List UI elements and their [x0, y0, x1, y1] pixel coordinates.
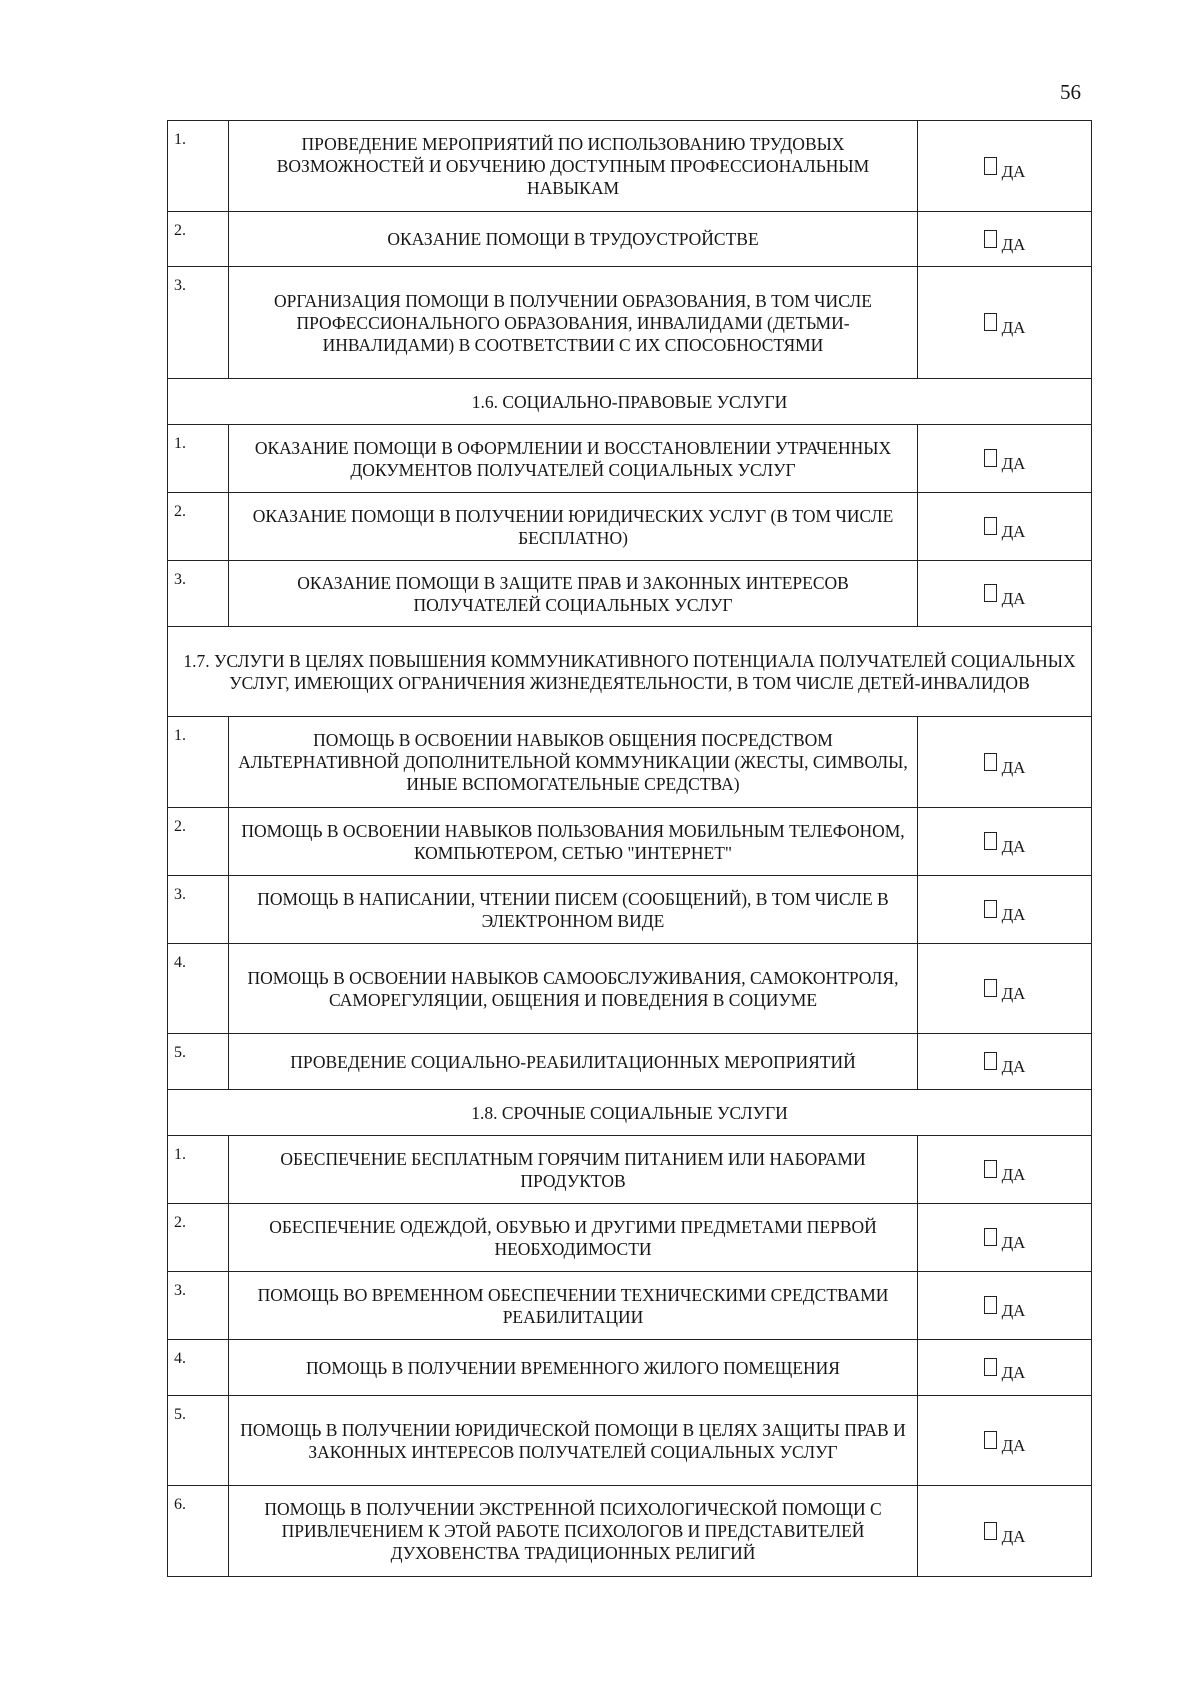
yes-checkbox-option[interactable]	[984, 157, 1026, 181]
answer-cell	[918, 493, 1092, 561]
service-description: ПОМОЩЬ В НАПИСАНИИ, ЧТЕНИИ ПИСЕМ (СООБЩЕНИЙ), В ТОМ ЧИСЛЕ В ЭЛЕКТРОННОМ ВИДЕ	[229, 876, 918, 944]
yes-checkbox[interactable]	[984, 449, 997, 467]
yes-checkbox[interactable]	[984, 1052, 997, 1070]
row-number: 2.	[168, 493, 229, 561]
yes-checkbox[interactable]	[984, 1228, 997, 1246]
yes-checkbox[interactable]	[984, 832, 997, 850]
section-header-row	[168, 1090, 1092, 1136]
service-description: ОКАЗАНИЕ ПОМОЩИ В ТРУДОУСТРОЙСТВЕ	[229, 212, 918, 267]
answer-cell	[918, 944, 1092, 1034]
service-description: ПОМОЩЬ В ПОЛУЧЕНИИ ВРЕМЕННОГО ЖИЛОГО ПОМЕЩЕНИЯ	[229, 1340, 918, 1396]
table-row	[168, 1396, 1092, 1486]
row-number: 1.	[168, 1136, 229, 1204]
yes-checkbox[interactable]	[984, 753, 997, 771]
service-description: ОКАЗАНИЕ ПОМОЩИ В ОФОРМЛЕНИИ И ВОССТАНОВЛЕНИИ УТРАЧЕННЫХ ДОКУМЕНТОВ ПОЛУЧАТЕЛЕЙ СОЦИАЛЬНЫХ УСЛУГ	[229, 425, 918, 493]
yes-checkbox-option[interactable]	[984, 449, 1026, 473]
service-description: ОБЕСПЕЧЕНИЕ БЕСПЛАТНЫМ ГОРЯЧИМ ПИТАНИЕМ ИЛИ НАБОРАМИ ПРОДУКТОВ	[229, 1136, 918, 1204]
answer-cell	[918, 267, 1092, 379]
yes-checkbox[interactable]	[984, 1160, 997, 1178]
row-number: 4.	[168, 944, 229, 1034]
table-row	[168, 121, 1092, 212]
yes-checkbox-option[interactable]	[984, 900, 1026, 924]
yes-checkbox-label: ДА	[1001, 1233, 1026, 1252]
table-row	[168, 561, 1092, 627]
yes-checkbox-label: ДА	[1001, 161, 1026, 181]
yes-checkbox-option[interactable]	[984, 979, 1026, 1003]
section-header-row	[168, 379, 1092, 425]
yes-checkbox-option[interactable]	[984, 753, 1026, 777]
row-number: 2.	[168, 1204, 229, 1272]
yes-checkbox[interactable]	[984, 979, 997, 997]
yes-checkbox-label: ДА	[1001, 837, 1026, 856]
row-number: 5.	[168, 1396, 229, 1486]
yes-checkbox-option[interactable]	[984, 1358, 1026, 1382]
service-description: ПОМОЩЬ В ОСВОЕНИИ НАВЫКОВ САМООБСЛУЖИВАНИЯ, САМОКОНТРОЛЯ, САМОРЕГУЛЯЦИИ, ОБЩЕНИЯ И ПОВЕДЕНИЯ В СОЦИУМЕ	[229, 944, 918, 1034]
services-table	[167, 120, 1092, 1577]
yes-checkbox[interactable]	[984, 1431, 997, 1449]
yes-checkbox-label: ДА	[1001, 589, 1026, 608]
section-title: 1.6. СОЦИАЛЬНО-ПРАВОВЫЕ УСЛУГИ	[168, 379, 1092, 425]
answer-cell	[918, 1204, 1092, 1272]
service-description: ОКАЗАНИЕ ПОМОЩИ В ПОЛУЧЕНИИ ЮРИДИЧЕСКИХ УСЛУГ (В ТОМ ЧИСЛЕ БЕСПЛАТНО)	[229, 493, 918, 561]
yes-checkbox-option[interactable]	[984, 832, 1026, 856]
yes-checkbox-label: ДА	[1001, 454, 1026, 473]
yes-checkbox[interactable]	[984, 313, 997, 331]
answer-cell	[918, 808, 1092, 876]
row-number: 6.	[168, 1486, 229, 1577]
row-number: 2.	[168, 212, 229, 267]
yes-checkbox-option[interactable]	[984, 1431, 1026, 1455]
page-number: 56	[1060, 80, 1081, 104]
table-row	[168, 212, 1092, 267]
yes-checkbox[interactable]	[984, 584, 997, 602]
answer-cell	[918, 121, 1092, 212]
yes-checkbox-label: ДА	[1001, 234, 1026, 254]
row-number: 3.	[168, 876, 229, 944]
answer-cell	[918, 1340, 1092, 1396]
answer-cell	[918, 561, 1092, 627]
yes-checkbox-option[interactable]	[984, 1296, 1026, 1320]
yes-checkbox-option[interactable]	[984, 1522, 1026, 1546]
section-header-row	[168, 627, 1092, 717]
answer-cell	[918, 1396, 1092, 1486]
row-number: 2.	[168, 808, 229, 876]
yes-checkbox-label: ДА	[1001, 1526, 1026, 1546]
row-number: 5.	[168, 1034, 229, 1090]
service-description: ПРОВЕДЕНИЕ МЕРОПРИЯТИЙ ПО ИСПОЛЬЗОВАНИЮ ТРУДОВЫХ ВОЗМОЖНОСТЕЙ И ОБУЧЕНИЮ ДОСТУПНЫМ ПРОФЕССИОНАЛЬНЫМ НАВЫКАМ	[229, 121, 918, 212]
yes-checkbox-label: ДА	[1001, 1057, 1026, 1076]
table-row	[168, 1034, 1092, 1090]
row-number: 4.	[168, 1340, 229, 1396]
yes-checkbox-label: ДА	[1001, 1363, 1026, 1382]
yes-checkbox-label: ДА	[1001, 984, 1026, 1003]
row-number: 3.	[168, 267, 229, 379]
yes-checkbox[interactable]	[984, 1522, 997, 1540]
yes-checkbox[interactable]	[984, 157, 997, 175]
yes-checkbox-option[interactable]	[984, 230, 1026, 254]
table-row	[168, 1136, 1092, 1204]
answer-cell	[918, 876, 1092, 944]
answer-cell	[918, 212, 1092, 267]
yes-checkbox[interactable]	[984, 1358, 997, 1376]
service-description: ПОМОЩЬ В ПОЛУЧЕНИИ ЭКСТРЕННОЙ ПСИХОЛОГИЧЕСКОЙ ПОМОЩИ С ПРИВЛЕЧЕНИЕМ К ЭТОЙ РАБОТЕ ПСИХОЛОГОВ И ПРЕДСТАВИТЕЛЕЙ ДУХОВЕНСТВА ТРАДИЦИОННЫХ РЕЛИГИЙ	[229, 1486, 918, 1577]
yes-checkbox-option[interactable]	[984, 1160, 1026, 1184]
yes-checkbox-label: ДА	[1001, 1301, 1026, 1320]
answer-cell	[918, 1034, 1092, 1090]
service-description: ПОМОЩЬ В ПОЛУЧЕНИИ ЮРИДИЧЕСКОЙ ПОМОЩИ В ЦЕЛЯХ ЗАЩИТЫ ПРАВ И ЗАКОННЫХ ИНТЕРЕСОВ ПОЛУЧАТЕЛЕЙ СОЦИАЛЬНЫХ УСЛУГ	[229, 1396, 918, 1486]
yes-checkbox[interactable]	[984, 900, 997, 918]
section-title: 1.8. СРОЧНЫЕ СОЦИАЛЬНЫЕ УСЛУГИ	[168, 1090, 1092, 1136]
yes-checkbox[interactable]	[984, 230, 997, 248]
table-row	[168, 1272, 1092, 1340]
yes-checkbox-label: ДА	[1001, 1165, 1026, 1184]
service-description: ПРОВЕДЕНИЕ СОЦИАЛЬНО-РЕАБИЛИТАЦИОННЫХ МЕРОПРИЯТИЙ	[229, 1034, 918, 1090]
yes-checkbox-option[interactable]	[984, 313, 1026, 337]
table-row	[168, 808, 1092, 876]
service-description: ПОМОЩЬ В ОСВОЕНИИ НАВЫКОВ ОБЩЕНИЯ ПОСРЕДСТВОМ АЛЬТЕРНАТИВНОЙ ДОПОЛНИТЕЛЬНОЙ КОММУНИКАЦИИ (ЖЕСТЫ, СИМВОЛЫ, ИНЫЕ ВСПОМОГАТЕЛЬНЫЕ СРЕДСТВА)	[229, 717, 918, 808]
table-row	[168, 1204, 1092, 1272]
yes-checkbox-option[interactable]	[984, 517, 1026, 541]
row-number: 3.	[168, 1272, 229, 1340]
answer-cell	[918, 717, 1092, 808]
service-description: ОБЕСПЕЧЕНИЕ ОДЕЖДОЙ, ОБУВЬЮ И ДРУГИМИ ПРЕДМЕТАМИ ПЕРВОЙ НЕОБХОДИМОСТИ	[229, 1204, 918, 1272]
yes-checkbox-label: ДА	[1001, 318, 1026, 337]
yes-checkbox-label: ДА	[1001, 1436, 1026, 1455]
answer-cell	[918, 425, 1092, 493]
answer-cell	[918, 1486, 1092, 1577]
table-row	[168, 944, 1092, 1034]
yes-checkbox-option[interactable]	[984, 584, 1026, 608]
yes-checkbox-label: ДА	[1001, 757, 1026, 777]
yes-checkbox[interactable]	[984, 1296, 997, 1314]
service-description: ПОМОЩЬ В ОСВОЕНИИ НАВЫКОВ ПОЛЬЗОВАНИЯ МОБИЛЬНЫМ ТЕЛЕФОНОМ, КОМПЬЮТЕРОМ, СЕТЬЮ "ИНТЕРНЕТ"	[229, 808, 918, 876]
section-title: 1.7. УСЛУГИ В ЦЕЛЯХ ПОВЫШЕНИЯ КОММУНИКАТИВНОГО ПОТЕНЦИАЛА ПОЛУЧАТЕЛЕЙ СОЦИАЛЬНЫХ УСЛУГ, ИМЕЮЩИХ ОГРАНИЧЕНИЯ ЖИЗНЕДЕЯТЕЛЬНОСТИ, В ТОМ ЧИСЛЕ ДЕТЕЙ-ИНВАЛИДОВ	[168, 627, 1092, 717]
yes-checkbox-option[interactable]	[984, 1228, 1026, 1252]
service-description: ОРГАНИЗАЦИЯ ПОМОЩИ В ПОЛУЧЕНИИ ОБРАЗОВАНИЯ, В ТОМ ЧИСЛЕ ПРОФЕССИОНАЛЬНОГО ОБРАЗОВАНИЯ, ИНВАЛИДАМИ (ДЕТЬМИ-ИНВАЛИДАМИ) В СООТВЕТСТВИИ С ИХ СПОСОБНОСТЯМИ	[229, 267, 918, 379]
row-number: 3.	[168, 561, 229, 627]
answer-cell	[918, 1272, 1092, 1340]
service-description: ОКАЗАНИЕ ПОМОЩИ В ЗАЩИТЕ ПРАВ И ЗАКОННЫХ ИНТЕРЕСОВ ПОЛУЧАТЕЛЕЙ СОЦИАЛЬНЫХ УСЛУГ	[229, 561, 918, 627]
row-number: 1.	[168, 121, 229, 212]
table-row	[168, 876, 1092, 944]
row-number: 1.	[168, 425, 229, 493]
yes-checkbox-option[interactable]	[984, 1052, 1026, 1076]
service-description: ПОМОЩЬ ВО ВРЕМЕННОМ ОБЕСПЕЧЕНИИ ТЕХНИЧЕСКИМИ СРЕДСТВАМИ РЕАБИЛИТАЦИИ	[229, 1272, 918, 1340]
table-row	[168, 717, 1092, 808]
yes-checkbox-label: ДА	[1001, 905, 1026, 924]
table-row	[168, 267, 1092, 379]
row-number: 1.	[168, 717, 229, 808]
table-row	[168, 1486, 1092, 1577]
yes-checkbox-label: ДА	[1001, 522, 1026, 541]
table-row	[168, 425, 1092, 493]
table-row	[168, 1340, 1092, 1396]
answer-cell	[918, 1136, 1092, 1204]
table-row	[168, 493, 1092, 561]
yes-checkbox[interactable]	[984, 517, 997, 535]
